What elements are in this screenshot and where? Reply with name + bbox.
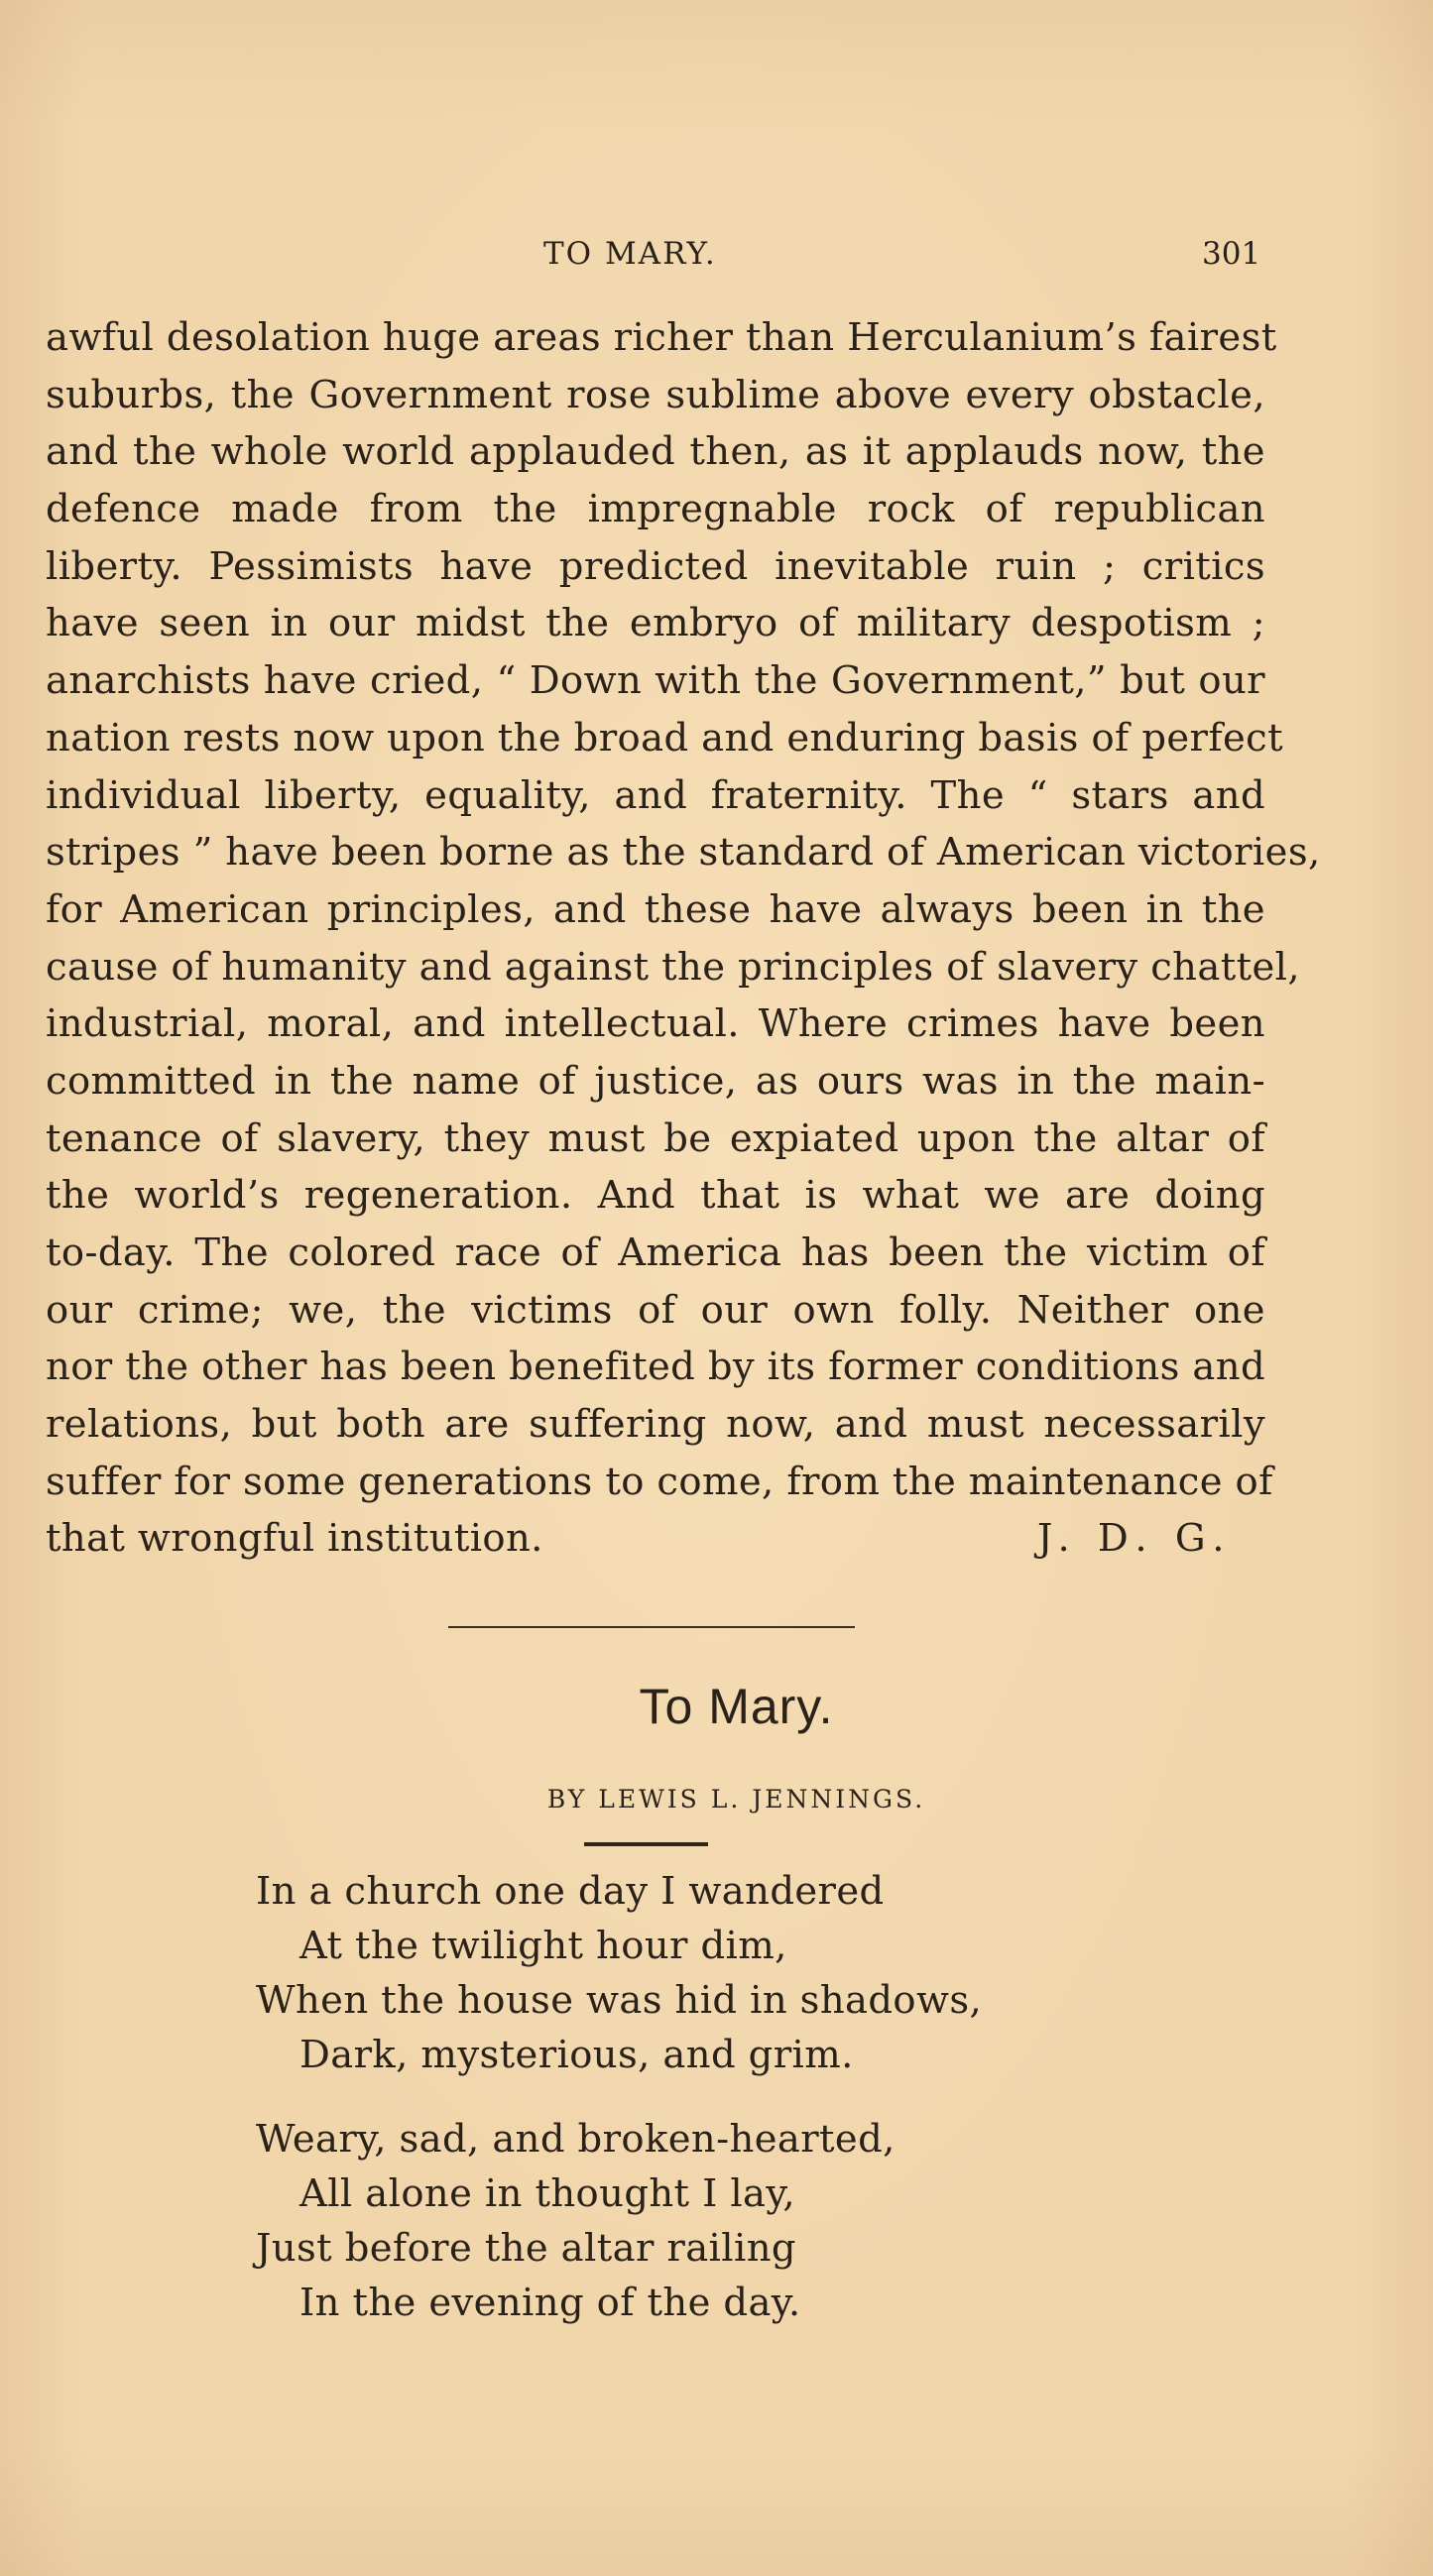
running-head-title: TO MARY. xyxy=(543,236,717,272)
essay-line: and the whole world applauded then, as it applauds now, the xyxy=(46,429,1265,475)
essay-line: to-day. The colored race of America has been the victim of xyxy=(46,1230,1265,1275)
verse-line: Weary, sad, and broken-hearted, xyxy=(256,2117,896,2162)
essay-line: committed in the name of justice, as ours was in the main- xyxy=(46,1058,1265,1104)
essay-line: defence made from the impregnable rock of republican xyxy=(46,487,1265,532)
verse-line: Just before the altar railing xyxy=(256,2226,796,2271)
verse-line: In the evening of the day. xyxy=(299,2281,801,2325)
essay-last-line xyxy=(46,1510,1265,1568)
essay-line: liberty. Pessimists have predicted inevitable ruin ; critics xyxy=(46,543,1265,589)
verse-line: At the twilight hour dim, xyxy=(299,1924,787,1968)
verse-line: Dark, mysterious, and grim. xyxy=(299,2033,854,2077)
essay-line: suburbs, the Government rose sublime above every obstacle, xyxy=(46,372,1265,417)
poem-title: To Mary. xyxy=(639,1679,834,1734)
poem-stanza-1 xyxy=(256,1864,982,2082)
page-number: 301 xyxy=(1202,236,1261,272)
essay-line: suffer for some generations to come, from the maintenance of xyxy=(46,1459,1273,1504)
essay-line: have seen in our midst the embryo of military despotism ; xyxy=(46,601,1265,646)
essay-line: relations, but both are suffering now, and must necessarily xyxy=(46,1402,1265,1448)
title-rule xyxy=(584,1842,708,1846)
essay-line: industrial, moral, and intellectual. Where crimes have been xyxy=(46,1001,1265,1047)
poem-stanza-2 xyxy=(256,2112,896,2330)
author-signature: J. D. G. xyxy=(1037,1516,1233,1562)
essay-line: our crime; we, the victims of our own folly. Neither one xyxy=(46,1287,1265,1333)
essay-line: awful desolation huge areas richer than Herculanium’s fairest xyxy=(46,315,1277,360)
essay-text xyxy=(46,309,1321,1568)
section-divider xyxy=(448,1626,855,1628)
essay-line: nation rests now upon the broad and enduring basis of perfect xyxy=(46,715,1284,761)
essay-closing-text: that wrongful institution. xyxy=(46,1516,543,1562)
verse-line: In a church one day I wandered xyxy=(256,1869,885,1914)
verse-line: When the house was hid in shadows, xyxy=(256,1978,983,2023)
essay-line: anarchists have cried, “ Down with the Government,” but our xyxy=(46,658,1265,704)
verse-line: All alone in thought I lay, xyxy=(299,2171,796,2216)
essay-line: tenance of slavery, they must be expiated upon the altar of xyxy=(46,1115,1265,1161)
essay-line: the world’s regeneration. And that is what we are doing xyxy=(46,1173,1265,1219)
essay-line: stripes ” have been borne as the standard of American victories, xyxy=(46,830,1321,876)
essay-line: nor the other has been benefited by its former conditions and xyxy=(46,1345,1265,1390)
essay-line: for American principles, and these have always been in the xyxy=(46,886,1265,932)
essay-line: individual liberty, equality, and fraternity. The “ stars and xyxy=(46,772,1265,818)
essay-line: cause of humanity and against the principles of slavery chattel, xyxy=(46,944,1301,990)
poem-byline: BY LEWIS L. JENNINGS. xyxy=(546,1785,926,1814)
